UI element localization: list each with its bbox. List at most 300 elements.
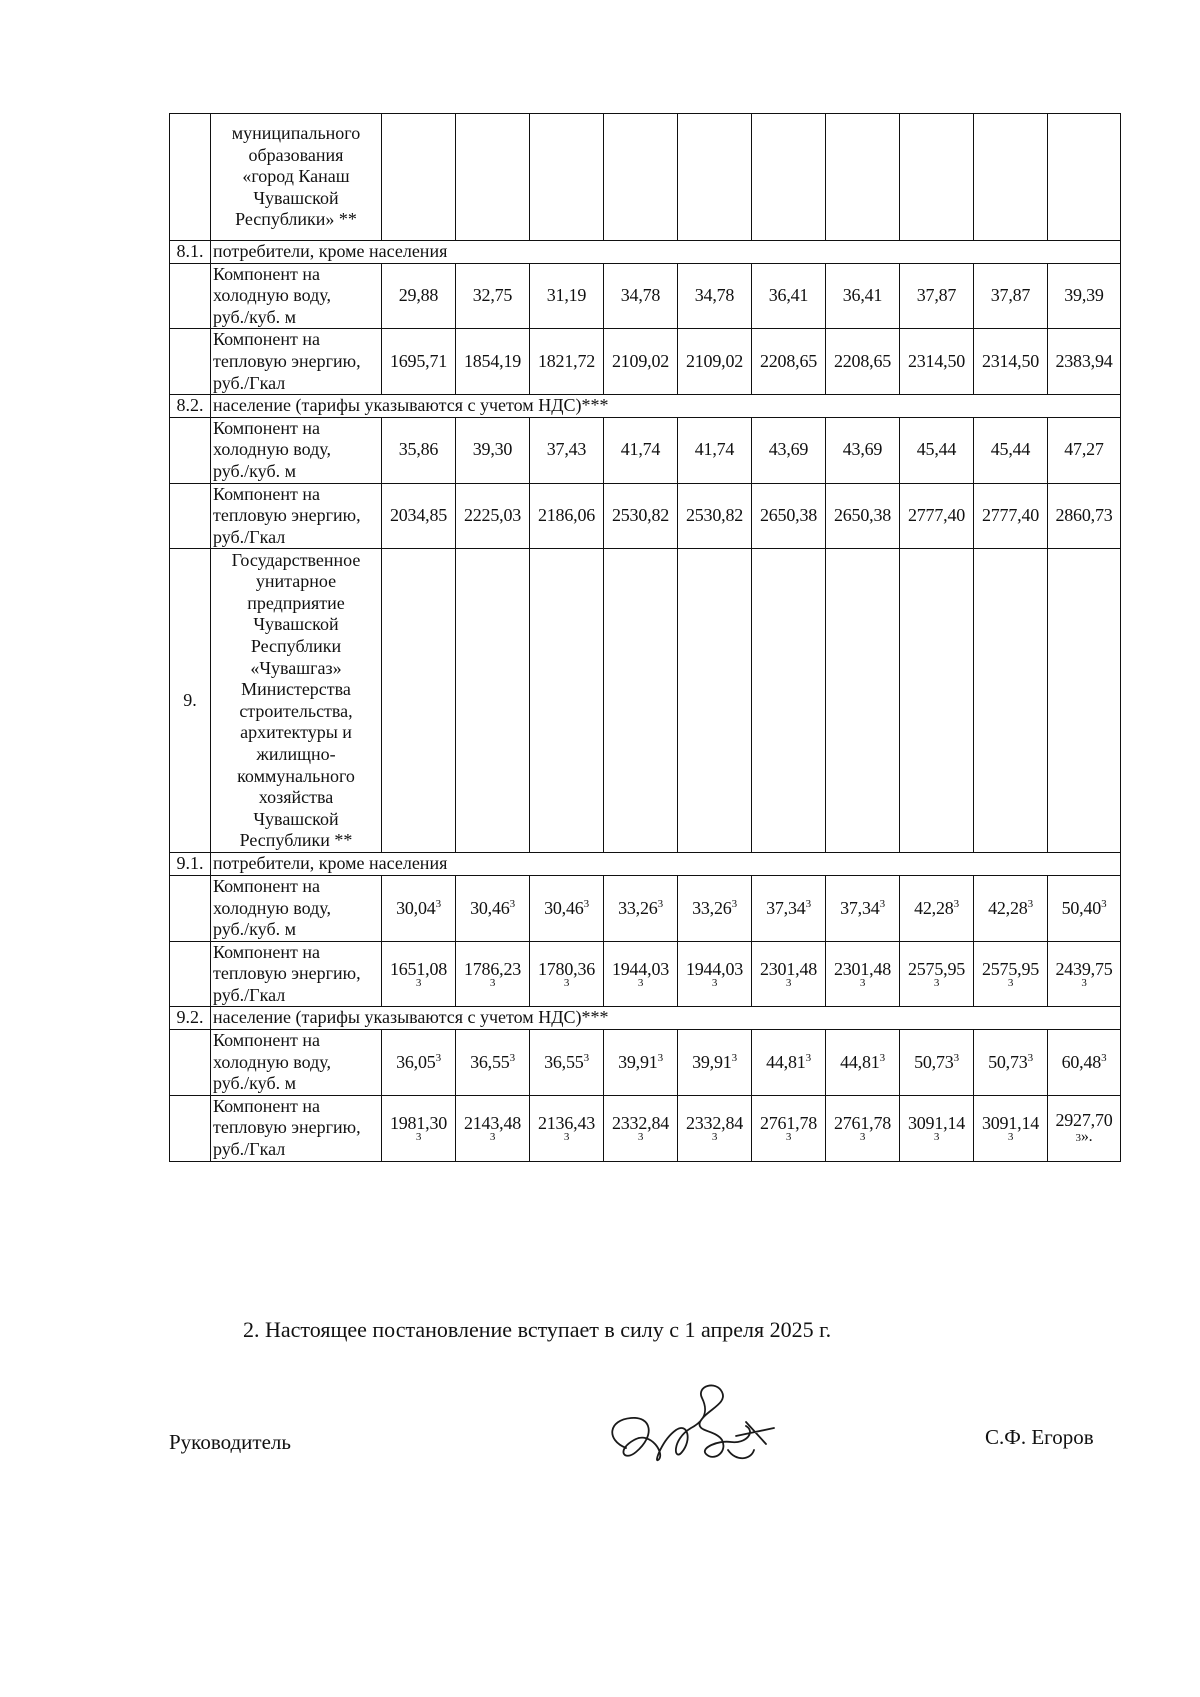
row-description	[211, 549, 382, 853]
table-row	[170, 1095, 1121, 1161]
value-text: 39,91	[618, 1051, 658, 1072]
value-cell	[678, 483, 752, 549]
description-line: хозяйства	[258, 787, 334, 808]
value-cell	[974, 875, 1048, 941]
description-line: образования	[248, 144, 344, 165]
value-cell	[826, 1095, 900, 1161]
value-text: 50,73	[914, 1051, 954, 1072]
row-number	[170, 1095, 211, 1161]
value-cell	[826, 417, 900, 483]
footnote-marker: 3	[859, 1130, 866, 1143]
table-row	[170, 1030, 1121, 1096]
value-cell	[1048, 329, 1121, 395]
description-line: Чувашской	[253, 187, 339, 208]
footnote-marker: 3	[731, 897, 737, 910]
value-text: 42,28	[988, 897, 1028, 918]
value-cell	[530, 941, 604, 1007]
entity-row	[170, 114, 1121, 241]
description-line: Чувашской	[253, 614, 339, 635]
value-cell	[678, 114, 752, 241]
value-cell	[974, 1095, 1048, 1161]
description-line: «Чувашгаз»	[250, 657, 342, 678]
value-cell	[752, 549, 826, 853]
value-text: 47,27	[1064, 439, 1104, 460]
description-line: руб./Гкал	[213, 372, 286, 393]
value-text: 2761,78	[833, 1112, 892, 1133]
value-cell	[752, 114, 826, 241]
value-text: 1786,23	[463, 958, 522, 979]
value-text: 2208,65	[833, 350, 892, 371]
row-description	[211, 263, 382, 329]
value-cell	[974, 483, 1048, 549]
value-text: 2208,65	[759, 350, 818, 371]
value-cell	[900, 329, 974, 395]
footnote-marker: 3	[415, 1130, 422, 1143]
footnote-marker: 3	[415, 976, 422, 989]
value-cell	[1048, 483, 1121, 549]
footnote-marker: 3	[933, 1130, 940, 1143]
value-cell	[826, 875, 900, 941]
group-row	[170, 395, 1121, 418]
row-description	[211, 1095, 382, 1161]
footnote-marker: 3	[509, 1051, 515, 1064]
description-line: холодную воду,	[213, 439, 331, 460]
description-line: тепловую энергию,	[213, 963, 361, 984]
value-text: 30,04	[396, 897, 436, 918]
footnote-marker: 3	[1027, 897, 1033, 910]
value-cell	[678, 549, 752, 853]
footnote-marker: 3	[563, 976, 570, 989]
description-line: Республики» **	[235, 209, 357, 230]
footnote-marker: 3	[711, 976, 718, 989]
value-cell	[826, 1030, 900, 1096]
value-text: 2332,84	[611, 1112, 670, 1133]
value-text: 2301,48	[759, 958, 818, 979]
value-cell	[604, 1095, 678, 1161]
footnote-marker: 3	[563, 1130, 570, 1143]
row-number	[170, 1030, 211, 1096]
value-cell	[382, 875, 456, 941]
description-line: Компонент на	[213, 1030, 321, 1051]
group-row	[170, 1007, 1121, 1030]
value-cell	[678, 263, 752, 329]
description-line: Компонент на	[213, 941, 321, 962]
group-number: 9.1.	[170, 853, 211, 876]
value-text: 1695,71	[389, 350, 448, 371]
value-text: 29,88	[398, 285, 439, 306]
value-cell	[974, 417, 1048, 483]
description-line: Компонент на	[213, 1095, 321, 1116]
description-line: руб./куб. м	[213, 460, 296, 481]
group-label: население (тарифы указываются с учетом НДС)***	[211, 395, 1121, 418]
value-cell	[456, 329, 530, 395]
footnote-marker: 3	[435, 1051, 441, 1064]
group-label: потребители, кроме населения	[211, 853, 1121, 876]
value-text: 45,44	[990, 439, 1031, 460]
value-cell	[678, 1095, 752, 1161]
value-text: 1651,08	[389, 958, 448, 979]
value-text: 39,91	[692, 1051, 732, 1072]
value-cell	[900, 417, 974, 483]
value-cell	[678, 875, 752, 941]
description-line: Компонент на	[213, 417, 321, 438]
description-line: «город Канаш	[242, 166, 350, 187]
value-text: 2143,48	[463, 1112, 522, 1133]
row-number	[170, 483, 211, 549]
footnote-marker: 3	[1027, 1051, 1033, 1064]
description-line: Чувашской	[253, 808, 339, 829]
value-cell	[678, 329, 752, 395]
handwritten-signature	[596, 1370, 796, 1480]
value-text: 2034,85	[389, 505, 448, 526]
footnote-marker: 3	[859, 976, 866, 989]
value-cell	[456, 941, 530, 1007]
row-number	[170, 114, 211, 241]
footnote-marker: 3	[657, 1051, 663, 1064]
value-cell	[1048, 941, 1121, 1007]
value-cell	[604, 263, 678, 329]
value-cell	[974, 329, 1048, 395]
row-number	[170, 263, 211, 329]
value-text: 2383,94	[1055, 350, 1113, 371]
value-cell	[530, 875, 604, 941]
value-cell	[530, 1095, 604, 1161]
value-text: 44,81	[840, 1051, 880, 1072]
table-row	[170, 941, 1121, 1007]
footnote-marker: 3	[1101, 1051, 1107, 1064]
footnote-marker: 3	[583, 897, 589, 910]
value-text: 3091,14	[981, 1112, 1040, 1133]
value-text: 34,78	[694, 285, 735, 306]
description-line: Компонент на	[213, 483, 321, 504]
value-text: 36,05	[396, 1051, 436, 1072]
value-cell	[826, 329, 900, 395]
value-text: 42,28	[914, 897, 954, 918]
value-text: 2650,38	[759, 505, 818, 526]
value-text: 50,40	[1061, 897, 1102, 918]
description-line: Республики **	[239, 830, 353, 851]
value-text: 1981,30	[389, 1112, 448, 1133]
row-description	[211, 417, 382, 483]
value-cell	[752, 263, 826, 329]
table-row	[170, 875, 1121, 941]
value-text: 35,86	[398, 439, 439, 460]
value-cell	[752, 941, 826, 1007]
footnote-marker: 3	[953, 1051, 959, 1064]
value-cell	[752, 875, 826, 941]
value-cell	[900, 483, 974, 549]
value-text: 2439,75	[1055, 958, 1113, 979]
footnote-marker: 3	[805, 1051, 811, 1064]
value-text: 37,87	[990, 285, 1031, 306]
group-row	[170, 853, 1121, 876]
group-number: 8.2.	[170, 395, 211, 418]
value-text: 2136,43	[537, 1112, 596, 1133]
row-description	[211, 941, 382, 1007]
footnote-marker: 3	[509, 897, 515, 910]
value-cell	[752, 1095, 826, 1161]
description-line: руб./куб. м	[213, 1073, 296, 1094]
value-text: 37,43	[546, 439, 587, 460]
tariff-table-body	[170, 114, 1121, 1162]
footnote-marker: 3	[489, 976, 496, 989]
value-text: 2777,40	[907, 505, 966, 526]
footnote-marker: 3	[805, 897, 811, 910]
description-line: муниципального	[231, 123, 361, 144]
value-text: 1944,03	[611, 958, 670, 979]
value-text: 41,74	[620, 439, 661, 460]
row-number	[170, 417, 211, 483]
value-text: 1821,72	[537, 350, 596, 371]
value-cell	[604, 483, 678, 549]
table-row	[170, 263, 1121, 329]
value-cell	[974, 1030, 1048, 1096]
footnote-marker: 3	[953, 897, 959, 910]
value-text: 45,44	[916, 439, 957, 460]
clause-text: 2. Настоящее постановление вступает в силу с 1 апреля 2025 г.	[243, 1317, 832, 1342]
value-text: 2860,73	[1055, 505, 1113, 526]
value-text: 33,26	[692, 897, 732, 918]
footnote-marker: 3	[933, 976, 940, 989]
value-text: 41,74	[694, 439, 735, 460]
value-text: 60,48	[1061, 1051, 1102, 1072]
value-text: 31,19	[546, 285, 587, 306]
closing-quote: ».	[1080, 1128, 1093, 1146]
description-line: Компонент на	[213, 263, 321, 284]
value-text: 2650,38	[833, 505, 892, 526]
value-cell	[530, 417, 604, 483]
value-cell	[382, 1030, 456, 1096]
value-cell	[456, 1030, 530, 1096]
footnote-marker: 3	[711, 1130, 718, 1143]
value-cell	[900, 941, 974, 1007]
row-description	[211, 114, 382, 241]
value-text: 36,41	[768, 285, 809, 306]
value-cell	[382, 549, 456, 853]
value-text: 1944,03	[685, 958, 744, 979]
description-line: тепловую энергию,	[213, 350, 361, 371]
value-cell	[382, 941, 456, 1007]
footnote-marker: 3	[785, 1130, 792, 1143]
footnote-marker: 3	[1075, 1132, 1081, 1145]
value-cell	[900, 114, 974, 241]
description-line: руб./куб. м	[213, 919, 296, 940]
group-number: 8.1.	[170, 241, 211, 264]
entity-row	[170, 549, 1121, 853]
description-line: руб./Гкал	[213, 984, 286, 1005]
value-text: 2530,82	[685, 505, 744, 526]
table-row	[170, 483, 1121, 549]
value-text: 44,81	[766, 1051, 806, 1072]
value-cell	[678, 417, 752, 483]
description-line: Республики	[250, 636, 342, 657]
description-line: коммунального	[237, 765, 355, 786]
footnote-marker: 3	[785, 976, 792, 989]
value-text: 39,39	[1064, 285, 1104, 306]
description-line: Компонент на	[213, 329, 321, 350]
value-text: 2777,40	[981, 505, 1040, 526]
value-text: 30,46	[470, 897, 510, 918]
value-text: 36,55	[544, 1051, 584, 1072]
value-cell	[530, 329, 604, 395]
value-cell	[530, 549, 604, 853]
value-cell	[900, 263, 974, 329]
value-text: 2314,50	[981, 350, 1040, 371]
description-line: руб./куб. м	[213, 306, 296, 327]
value-cell	[826, 114, 900, 241]
value-cell	[900, 875, 974, 941]
value-cell	[382, 483, 456, 549]
value-cell	[826, 483, 900, 549]
value-cell	[604, 1030, 678, 1096]
value-text: 2109,02	[611, 350, 670, 371]
value-cell	[604, 329, 678, 395]
footnote-marker: 3	[435, 897, 441, 910]
signatory-position: Руководитель	[169, 1430, 291, 1454]
value-text: 34,78	[620, 285, 661, 306]
value-text: 37,34	[840, 897, 880, 918]
value-text: 36,41	[842, 285, 883, 306]
row-number	[170, 875, 211, 941]
value-cell	[382, 1095, 456, 1161]
row-number	[170, 941, 211, 1007]
value-cell	[974, 549, 1048, 853]
row-description	[211, 329, 382, 395]
value-cell	[604, 941, 678, 1007]
value-text: 37,34	[766, 897, 806, 918]
footnote-marker: 3	[879, 1051, 885, 1064]
value-cell	[752, 1030, 826, 1096]
value-text: 33,26	[618, 897, 658, 918]
table-row	[170, 417, 1121, 483]
value-text: 36,55	[470, 1051, 510, 1072]
value-text: 2575,95	[907, 958, 966, 979]
footnote-marker: 3	[1101, 897, 1107, 910]
group-row	[170, 241, 1121, 264]
row-number: 9.	[170, 549, 211, 853]
value-text: 2530,82	[611, 505, 670, 526]
value-cell	[604, 549, 678, 853]
description-line: руб./Гкал	[213, 1139, 286, 1160]
value-text: 2109,02	[685, 350, 744, 371]
value-text: 39,30	[472, 439, 513, 460]
value-cell	[382, 417, 456, 483]
description-line: руб./Гкал	[213, 526, 286, 547]
footnote-marker: 3	[1007, 976, 1014, 989]
value-cell	[456, 114, 530, 241]
value-cell	[974, 114, 1048, 241]
description-line: строительства,	[239, 700, 353, 721]
description-line: холодную воду,	[213, 285, 331, 306]
value-cell	[1048, 114, 1121, 241]
value-cell	[752, 329, 826, 395]
value-cell	[1048, 549, 1121, 853]
value-cell	[604, 114, 678, 241]
value-text: 2225,03	[463, 505, 522, 526]
description-line: Министерства	[241, 679, 351, 700]
value-text: 30,46	[544, 897, 584, 918]
value-cell	[604, 875, 678, 941]
value-cell	[456, 1095, 530, 1161]
value-text: 2332,84	[685, 1112, 744, 1133]
value-cell	[530, 1030, 604, 1096]
value-text: 2314,50	[907, 350, 966, 371]
value-text: 32,75	[472, 285, 513, 306]
value-cell	[826, 549, 900, 853]
value-cell	[456, 549, 530, 853]
signatory-name: С.Ф. Егоров	[985, 1425, 1094, 1449]
value-cell	[382, 114, 456, 241]
value-cell	[826, 941, 900, 1007]
value-cell	[900, 1030, 974, 1096]
description-line: Государственное	[231, 549, 361, 570]
row-description	[211, 875, 382, 941]
value-cell	[974, 941, 1048, 1007]
footnote-marker: 3	[637, 1130, 644, 1143]
tariff-table	[169, 113, 1121, 1162]
description-line: тепловую энергию,	[213, 505, 361, 526]
value-cell	[1048, 1030, 1121, 1096]
description-line: предприятие	[247, 592, 345, 613]
table-row	[170, 329, 1121, 395]
value-cell	[1048, 875, 1121, 941]
value-cell	[456, 417, 530, 483]
footnote-marker: 3	[489, 1130, 496, 1143]
value-cell	[900, 549, 974, 853]
value-text: 50,73	[988, 1051, 1028, 1072]
description-line: унитарное	[255, 571, 337, 592]
description-line: Компонент на	[213, 875, 321, 896]
value-cell	[382, 329, 456, 395]
value-text: 1854,19	[463, 350, 522, 371]
value-text: 2927,70	[1055, 1110, 1113, 1131]
value-text: 2761,78	[759, 1112, 818, 1133]
group-number: 9.2.	[170, 1007, 211, 1030]
row-description	[211, 1030, 382, 1096]
row-number	[170, 329, 211, 395]
value-cell	[752, 483, 826, 549]
value-cell	[530, 483, 604, 549]
footnote-marker: 3	[583, 1051, 589, 1064]
group-label: население (тарифы указываются с учетом НДС)***	[211, 1007, 1121, 1030]
value-cell	[974, 263, 1048, 329]
row-description	[211, 483, 382, 549]
value-text: 1780,36	[537, 958, 596, 979]
value-text: 3091,14	[907, 1112, 966, 1133]
value-cell	[456, 875, 530, 941]
value-cell	[752, 417, 826, 483]
value-cell	[1048, 417, 1121, 483]
footnote-marker: 3	[657, 897, 663, 910]
description-line: жилищно-	[256, 744, 336, 764]
footnote-marker: 3	[1007, 1130, 1014, 1143]
value-cell	[530, 263, 604, 329]
value-cell	[382, 263, 456, 329]
value-cell	[826, 263, 900, 329]
footnote-marker: 3	[731, 1051, 737, 1064]
description-line: холодную воду,	[213, 1051, 331, 1072]
value-text: 2575,95	[981, 958, 1040, 979]
value-cell	[604, 417, 678, 483]
value-text: 43,69	[768, 439, 809, 460]
value-cell	[1048, 263, 1121, 329]
value-cell	[1048, 1095, 1121, 1161]
value-cell	[678, 941, 752, 1007]
value-cell	[900, 1095, 974, 1161]
group-label: потребители, кроме населения	[211, 241, 1121, 264]
value-text: 37,87	[916, 285, 957, 306]
description-line: тепловую энергию,	[213, 1117, 361, 1138]
